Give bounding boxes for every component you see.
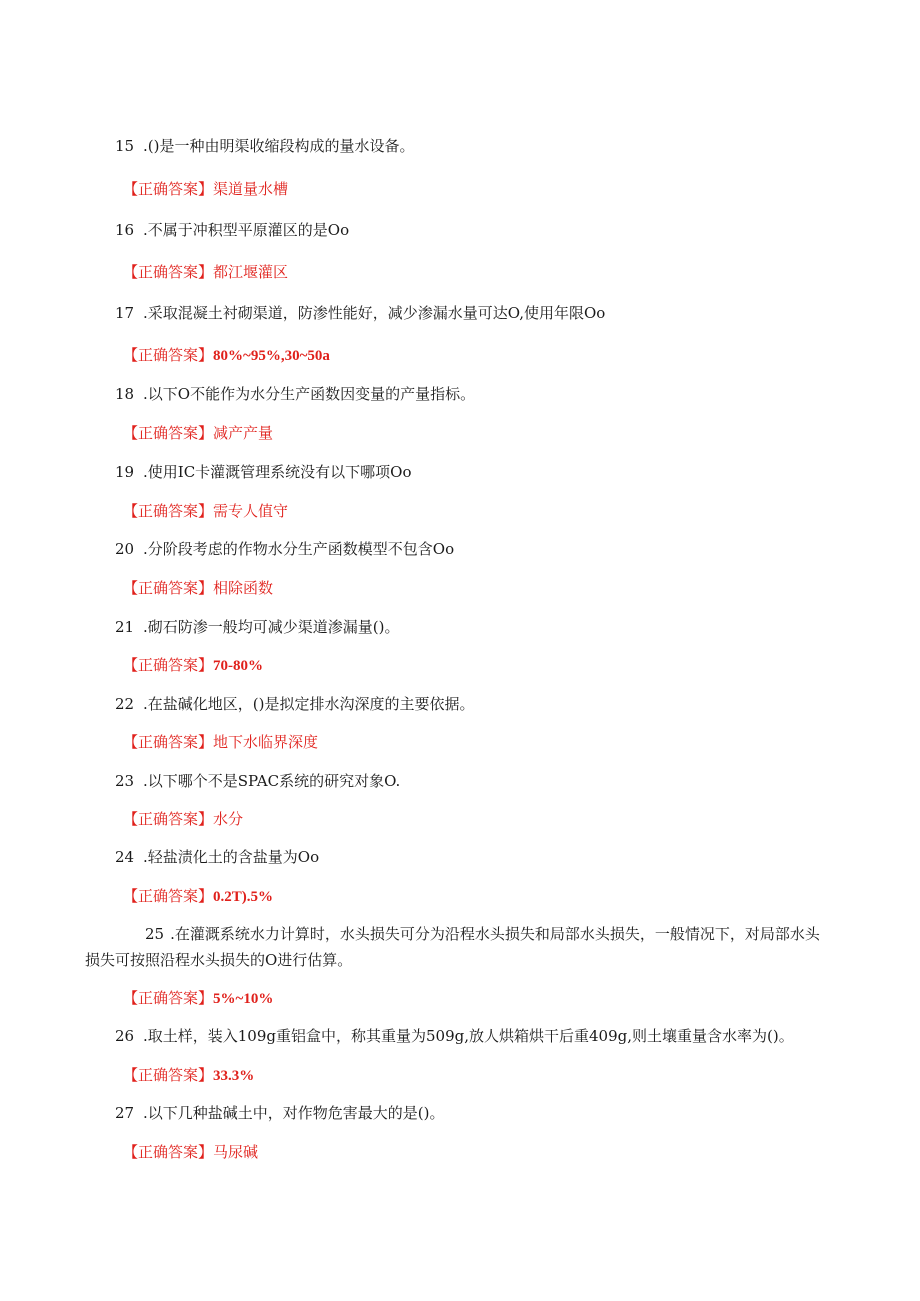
answer-text: 需专人值守 [213, 502, 289, 520]
question-text: .采取混凝土衬砌渠道，防渗性能好，减少渗漏水量可达O,使用年限Oo [143, 304, 606, 322]
question-27 [115, 1100, 825, 1126]
answer-21 [123, 654, 263, 677]
question-text: .砌石防渗一般均可减少渠道渗漏量()。 [143, 618, 400, 636]
question-text: .以下O不能作为水分生产函数因变量的产量指标。 [143, 385, 476, 403]
answer-tag: 【正确答案】 [123, 263, 214, 281]
question-24 [115, 844, 825, 870]
answer-tag: 【正确答案】 [123, 810, 214, 828]
answer-tag: 【正确答案】 [123, 346, 214, 364]
answer-text: 地下水临界深度 [213, 733, 319, 751]
answer-tag: 【正确答案】 [123, 579, 214, 597]
question-22 [115, 691, 825, 717]
question-number: 21 [115, 618, 135, 636]
question-number: 24 [115, 848, 135, 866]
answer-tag: 【正确答案】 [123, 656, 214, 674]
question-23 [115, 768, 825, 794]
question-number: 18 [115, 385, 135, 403]
question-text: .以下哪个不是SPAC系统的研究对象O. [143, 772, 401, 790]
answer-text: 80%~95%,30~50a [213, 348, 330, 364]
question-text: .使用IC卡灌溉管理系统没有以下哪项Oo [143, 463, 412, 481]
question-18 [115, 381, 825, 407]
answer-16 [123, 261, 288, 283]
answer-tag: 【正确答案】 [123, 502, 214, 520]
answer-tag: 【正确答案】 [123, 989, 214, 1007]
question-number: 16 [115, 221, 135, 239]
answer-18 [123, 422, 273, 444]
question-17 [115, 300, 825, 326]
answer-27 [123, 1141, 258, 1163]
question-text: .不属于冲积型平原灌区的是Oo [143, 221, 350, 239]
question-text: .在盐碱化地区，()是拟定排水沟深度的主要依据。 [143, 695, 475, 713]
question-text: .()是一种由明渠收缩段构成的量水设备。 [143, 137, 415, 155]
question-20 [115, 536, 825, 562]
question-number: 15 [115, 137, 135, 155]
answer-20 [123, 577, 273, 599]
answer-22 [123, 731, 318, 753]
question-number: 26 [115, 1027, 135, 1045]
answer-tag: 【正确答案】 [123, 1066, 214, 1084]
question-25 [85, 921, 825, 973]
question-number: 23 [115, 772, 135, 790]
answer-text: 33.3% [213, 1068, 255, 1084]
answer-text: 5%~10% [213, 991, 274, 1007]
answer-text: 水分 [213, 810, 244, 828]
answer-tag: 【正确答案】 [123, 733, 214, 751]
question-text: .以下几种盐碱土中，对作物危害最大的是()。 [143, 1104, 445, 1122]
question-19 [115, 459, 825, 485]
answer-tag: 【正确答案】 [123, 1143, 214, 1161]
question-number: 19 [115, 463, 135, 481]
answer-text: 马尿碱 [213, 1143, 259, 1161]
answer-text: 70-80% [213, 658, 264, 674]
question-21 [115, 614, 825, 640]
question-number: 17 [115, 304, 135, 322]
answer-17 [123, 344, 330, 367]
answer-text: 都江堰灌区 [213, 263, 289, 281]
question-text: .取土样，装入109g重铝盒中，称其重量为509g,放人烘箱烘干后重409g,则土壤重量含水率为()。 [143, 1027, 794, 1045]
answer-24 [123, 885, 273, 908]
answer-25 [123, 987, 273, 1010]
answer-text: 相除函数 [213, 579, 274, 597]
answer-text: 减产产量 [213, 424, 274, 442]
question-number: 25 [145, 925, 165, 943]
question-16 [115, 217, 825, 243]
answer-23 [123, 808, 243, 830]
question-15 [115, 133, 825, 159]
answer-text: 渠道量水槽 [213, 180, 289, 198]
question-number: 22 [115, 695, 135, 713]
question-text: .在灌溉系统水力计算时，水头损失可分为沿程水头损失和局部水头损失，一般情况下，对局部水头损失可按照沿程水头损失的O进行估算。 [85, 925, 820, 969]
answer-text: 0.2T).5% [213, 889, 274, 905]
answer-26 [123, 1064, 254, 1087]
answer-tag: 【正确答案】 [123, 180, 214, 198]
question-26 [115, 1023, 835, 1049]
question-number: 20 [115, 540, 135, 558]
answer-19 [123, 500, 288, 522]
answer-tag: 【正确答案】 [123, 424, 214, 442]
answer-15 [123, 178, 288, 200]
answer-tag: 【正确答案】 [123, 887, 214, 905]
question-number: 27 [115, 1104, 135, 1122]
question-text: .分阶段考虑的作物水分生产函数模型不包含Oo [143, 540, 455, 558]
question-text: .轻盐渍化土的含盐量为Oo [143, 848, 320, 866]
